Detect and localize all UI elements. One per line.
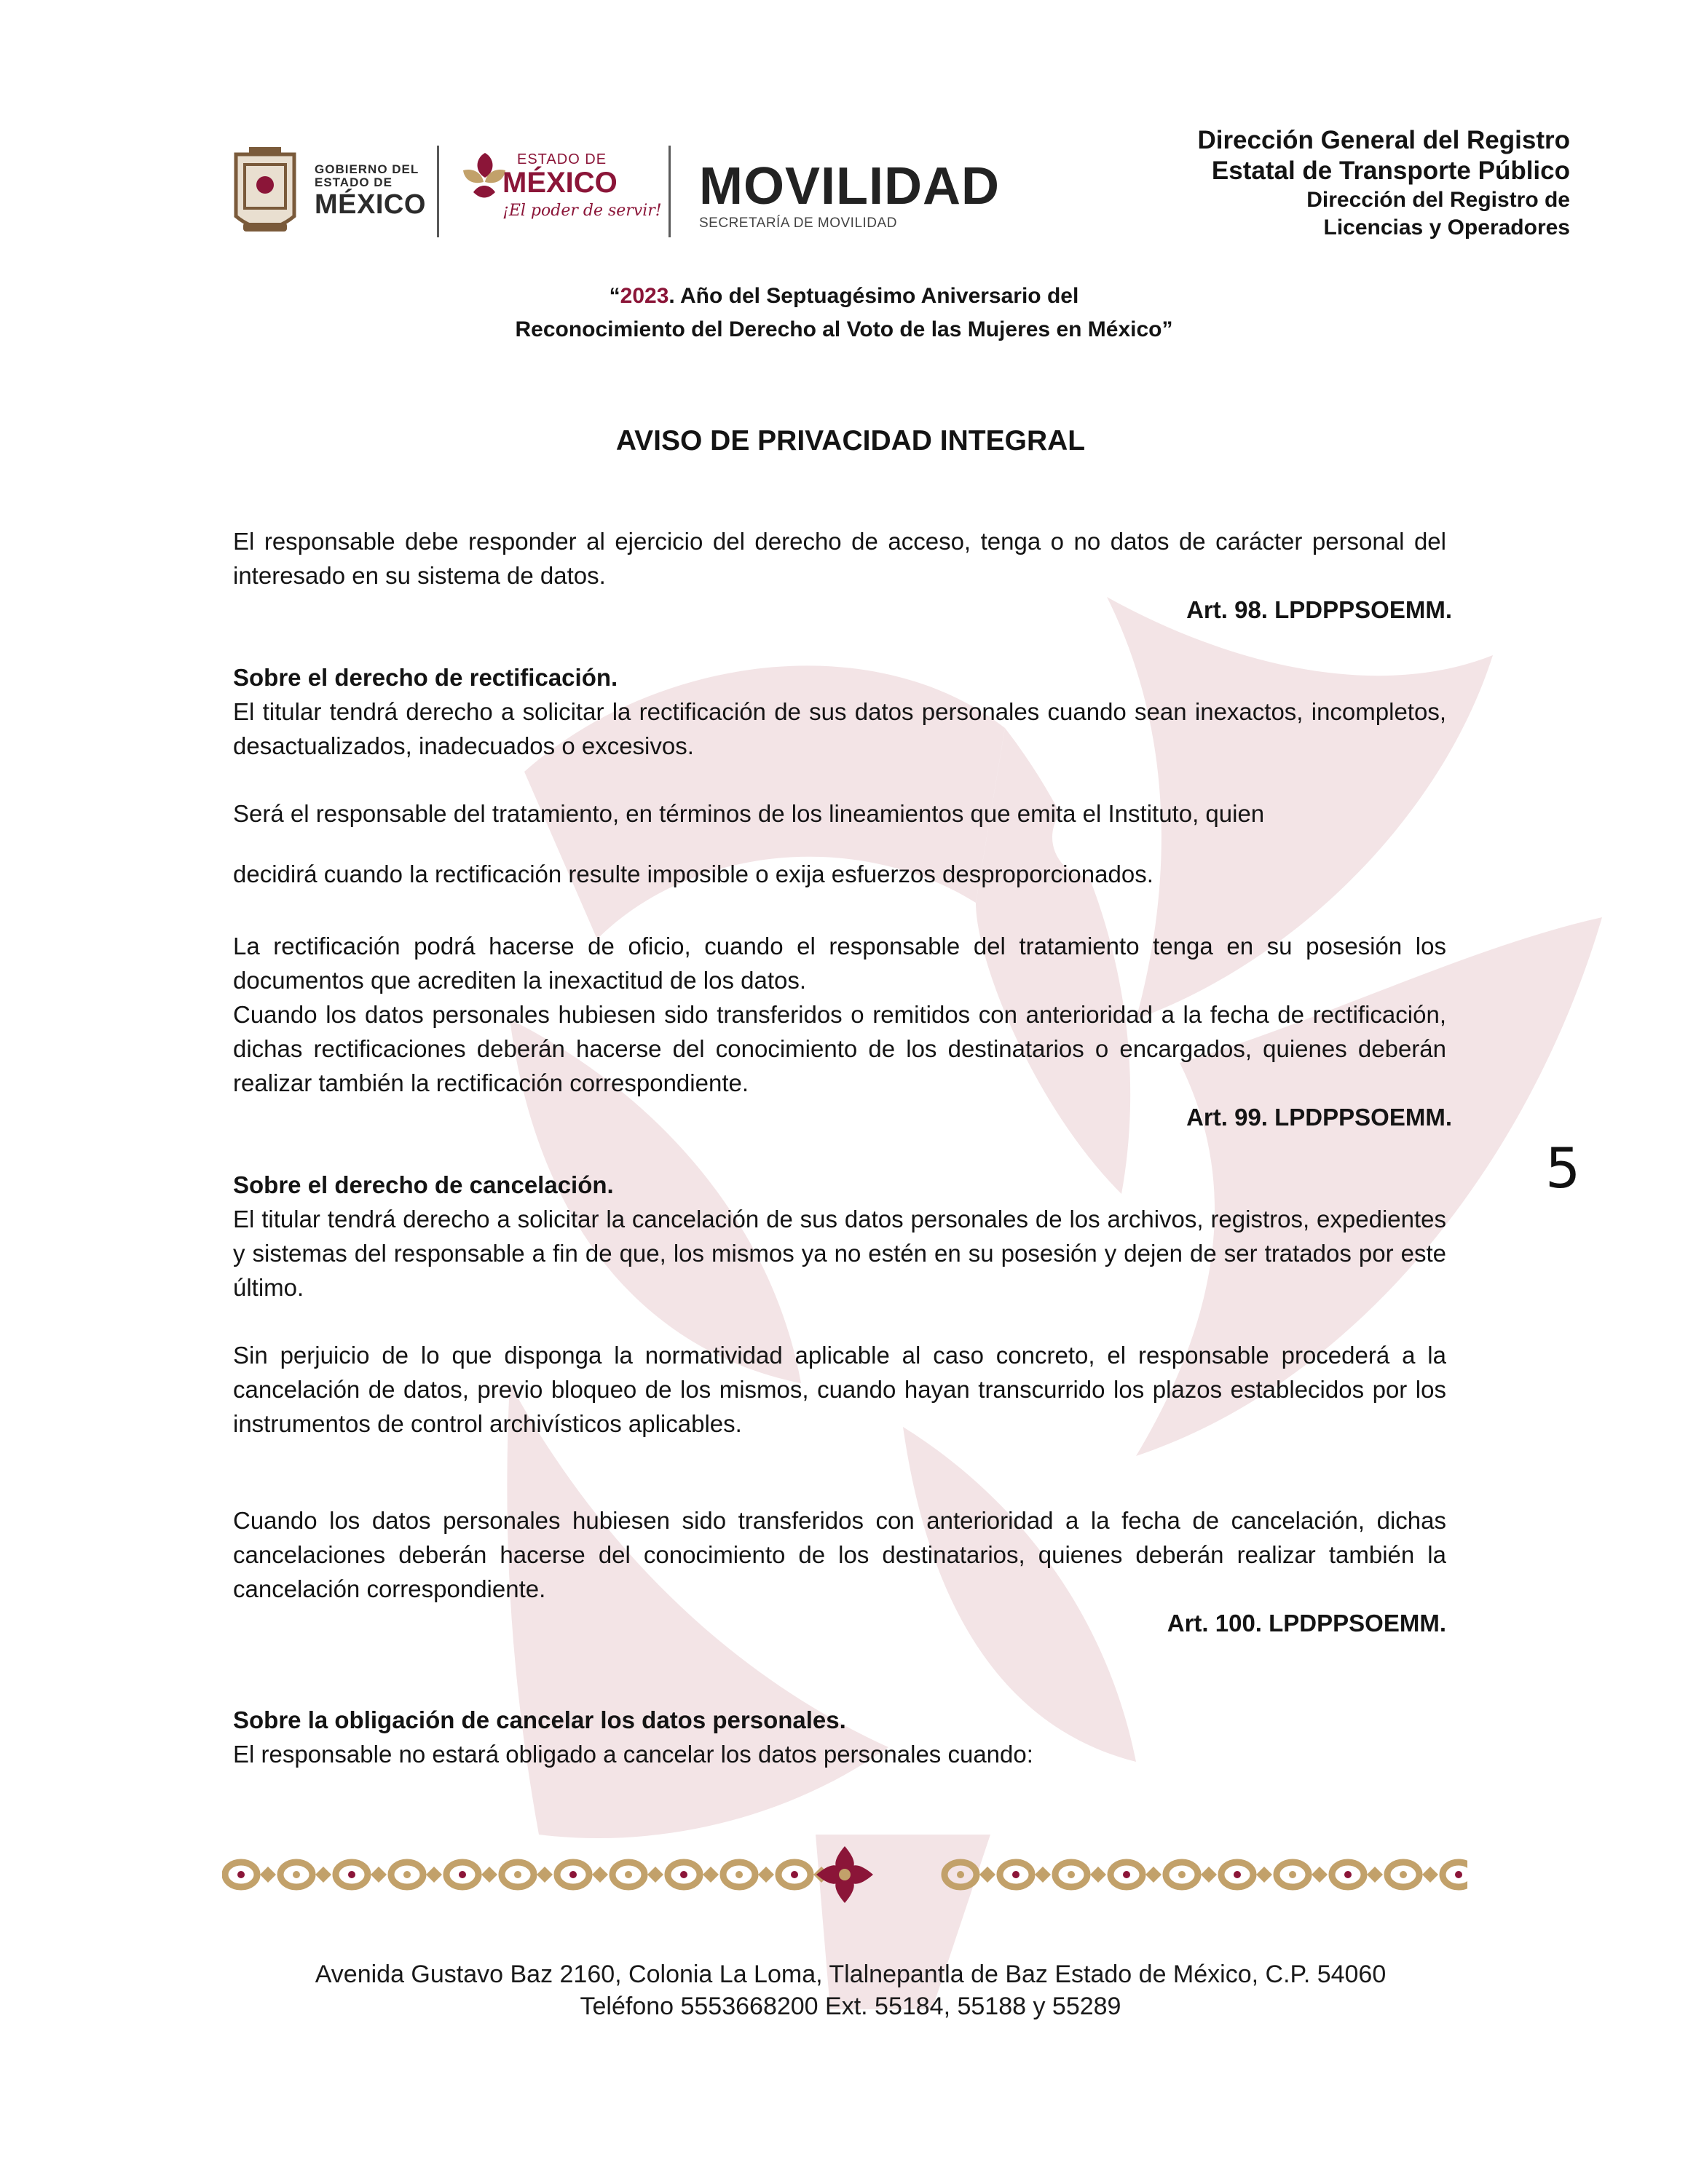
ornament-motif-icon bbox=[502, 1862, 553, 1887]
movilidad-wordmark bbox=[699, 157, 1000, 232]
estado-wordmark bbox=[502, 151, 662, 220]
ornament-motif-icon bbox=[280, 1862, 331, 1887]
paragraph: El titular tendrá derecho a solicitar la cancelación de sus datos personales de los archivos, registros, expedientes y sistemas del responsable a fin de que, los mismos ya no estén en su posesión y dejen de ser tratados por este último. bbox=[233, 1206, 1446, 1301]
ornament-motif-icon bbox=[1111, 1862, 1162, 1887]
paragraph: Cuando los datos personales hubiesen sido transferidos con anterioridad a la fecha de cancelación, dichas cancelaciones deberán hacerse del conocimiento de los destinatarios, quienes deberán realizar también la cancelación correspondiente. bbox=[233, 1507, 1446, 1602]
article-reference: Art. 99. LPDPPSOEMM. bbox=[1186, 1104, 1452, 1131]
paragraph: La rectificación podrá hacerse de oficio, cuando el responsable del tratamiento tenga en su posesión los documentos que acrediten la inexactitud de los datos. bbox=[233, 933, 1446, 994]
gobierno-line2: ESTADO DE bbox=[315, 175, 393, 189]
ornament-motif-icon bbox=[1443, 1862, 1467, 1887]
ornament-motif-icon bbox=[336, 1862, 387, 1887]
ornament-motif-icon bbox=[1000, 1862, 1051, 1887]
ornament-motif-icon bbox=[225, 1862, 276, 1887]
paragraph: Sin perjuicio de lo que disponga la normatividad aplicable al caso concreto, el responsable procederá a la cancelación de datos, previo bloqueo de los mismos, cuando hayan transcurrido los plazos establecidos por los instrumentos de control archivísticos aplicables. bbox=[233, 1342, 1446, 1437]
header-logos bbox=[229, 146, 1030, 248]
paragraph: Cuando los datos personales hubiesen sido transferidos o remitidos con anterioridad a la fecha de rectificación, dichas rectificaciones deberán hacerse del conocimiento de los destinatarios o encargados, quienes deberán realizar también la rectificación correspondiente. bbox=[233, 1001, 1446, 1096]
gobierno-line1: GOBIERNO DEL bbox=[315, 162, 419, 176]
state-seal-icon bbox=[229, 147, 301, 240]
logo-divider bbox=[669, 146, 671, 237]
ornament-motif-icon bbox=[1277, 1862, 1328, 1887]
estado-tagline: ¡El poder de servir! bbox=[502, 202, 662, 220]
ornament-motif-icon bbox=[557, 1862, 608, 1887]
movilidad-title: MOVILIDAD bbox=[699, 157, 1000, 215]
ornament-motif-icon bbox=[612, 1862, 663, 1887]
footer-address: Avenida Gustavo Baz 2160, Colonia La Loma, Tlalnepantla de Baz Estado de México, C.P. 54060 bbox=[315, 1961, 1387, 1988]
article-reference: Art. 98. LPDPPSOEMM. bbox=[1186, 596, 1452, 623]
ornament-motif-icon bbox=[723, 1862, 774, 1887]
document-title: AVISO DE PRIVACIDAD INTEGRAL bbox=[615, 425, 1086, 456]
gobierno-line3: MÉXICO bbox=[315, 189, 426, 220]
section-heading: Sobre la obligación de cancelar los datos personales. bbox=[233, 1706, 846, 1733]
direction-line4: Licencias y Operadores bbox=[1323, 215, 1570, 240]
ornament-motif-icon bbox=[391, 1862, 442, 1887]
paragraph: El responsable no estará obligado a cancelar los datos personales cuando: bbox=[233, 1741, 1033, 1768]
ornament-border bbox=[222, 1842, 1467, 1907]
ornament-motif-icon bbox=[446, 1862, 497, 1887]
ornament-motif-icon bbox=[1221, 1862, 1272, 1887]
paragraph: El titular tendrá derecho a solicitar la rectificación de sus datos personales cuando sean inexactos, incompletos, desactualizados, inadecuados o excesivos. bbox=[233, 698, 1446, 759]
estado-line2: MÉXICO bbox=[502, 167, 618, 199]
document-body bbox=[233, 524, 1452, 1771]
estado-line1: ESTADO DE bbox=[517, 151, 607, 167]
year-slogan bbox=[0, 280, 1688, 347]
movilidad-subtitle: SECRETARÍA DE MOVILIDAD bbox=[699, 215, 897, 231]
ornament-motif-icon bbox=[944, 1862, 995, 1887]
direction-line2: Estatal de Transporte Público bbox=[1211, 157, 1570, 185]
slogan-year: 2023 bbox=[620, 284, 669, 308]
gobierno-wordmark bbox=[315, 163, 426, 220]
paragraph: decidirá cuando la rectificación resulte imposible o exija esfuerzos desproporcionados. bbox=[233, 860, 1153, 887]
slogan-quote: “ bbox=[609, 284, 620, 308]
footer bbox=[0, 1958, 1688, 2022]
ornament-motif-icon bbox=[668, 1862, 719, 1887]
direction-line3: Dirección del Registro de bbox=[1306, 188, 1570, 212]
paragraph: Será el responsable del tratamiento, en términos de los lineamientos que emita el Instituto, quien bbox=[233, 800, 1265, 827]
section-heading: Sobre el derecho de cancelación. bbox=[233, 1171, 614, 1198]
ornament-motif-icon bbox=[1055, 1862, 1106, 1887]
ornament-motif-icon bbox=[1166, 1862, 1217, 1887]
slogan-line2: Reconocimiento del Derecho al Voto de las Mujeres en México” bbox=[515, 317, 1173, 341]
direction-line1: Dirección General del Registro bbox=[1197, 126, 1570, 154]
logo-divider bbox=[437, 146, 439, 237]
ornament-motif-icon bbox=[1387, 1862, 1438, 1887]
ornament-motif-icon bbox=[1332, 1862, 1383, 1887]
article-reference: Art. 100. LPDPPSOEMM. bbox=[1167, 1610, 1446, 1637]
page-number: 5 bbox=[1545, 1136, 1581, 1200]
slogan-line1: . Año del Septuagésimo Aniversario del bbox=[669, 284, 1079, 308]
section-heading: Sobre el derecho de rectificación. bbox=[233, 664, 618, 691]
direction-block bbox=[1197, 125, 1570, 242]
footer-phone: Teléfono 5553668200 Ext. 55184, 55188 y 55289 bbox=[580, 1993, 1121, 2020]
paragraph: El responsable debe responder al ejercicio del derecho de acceso, tenga o no datos de carácter personal del interesado en su sistema de datos. bbox=[233, 528, 1446, 589]
